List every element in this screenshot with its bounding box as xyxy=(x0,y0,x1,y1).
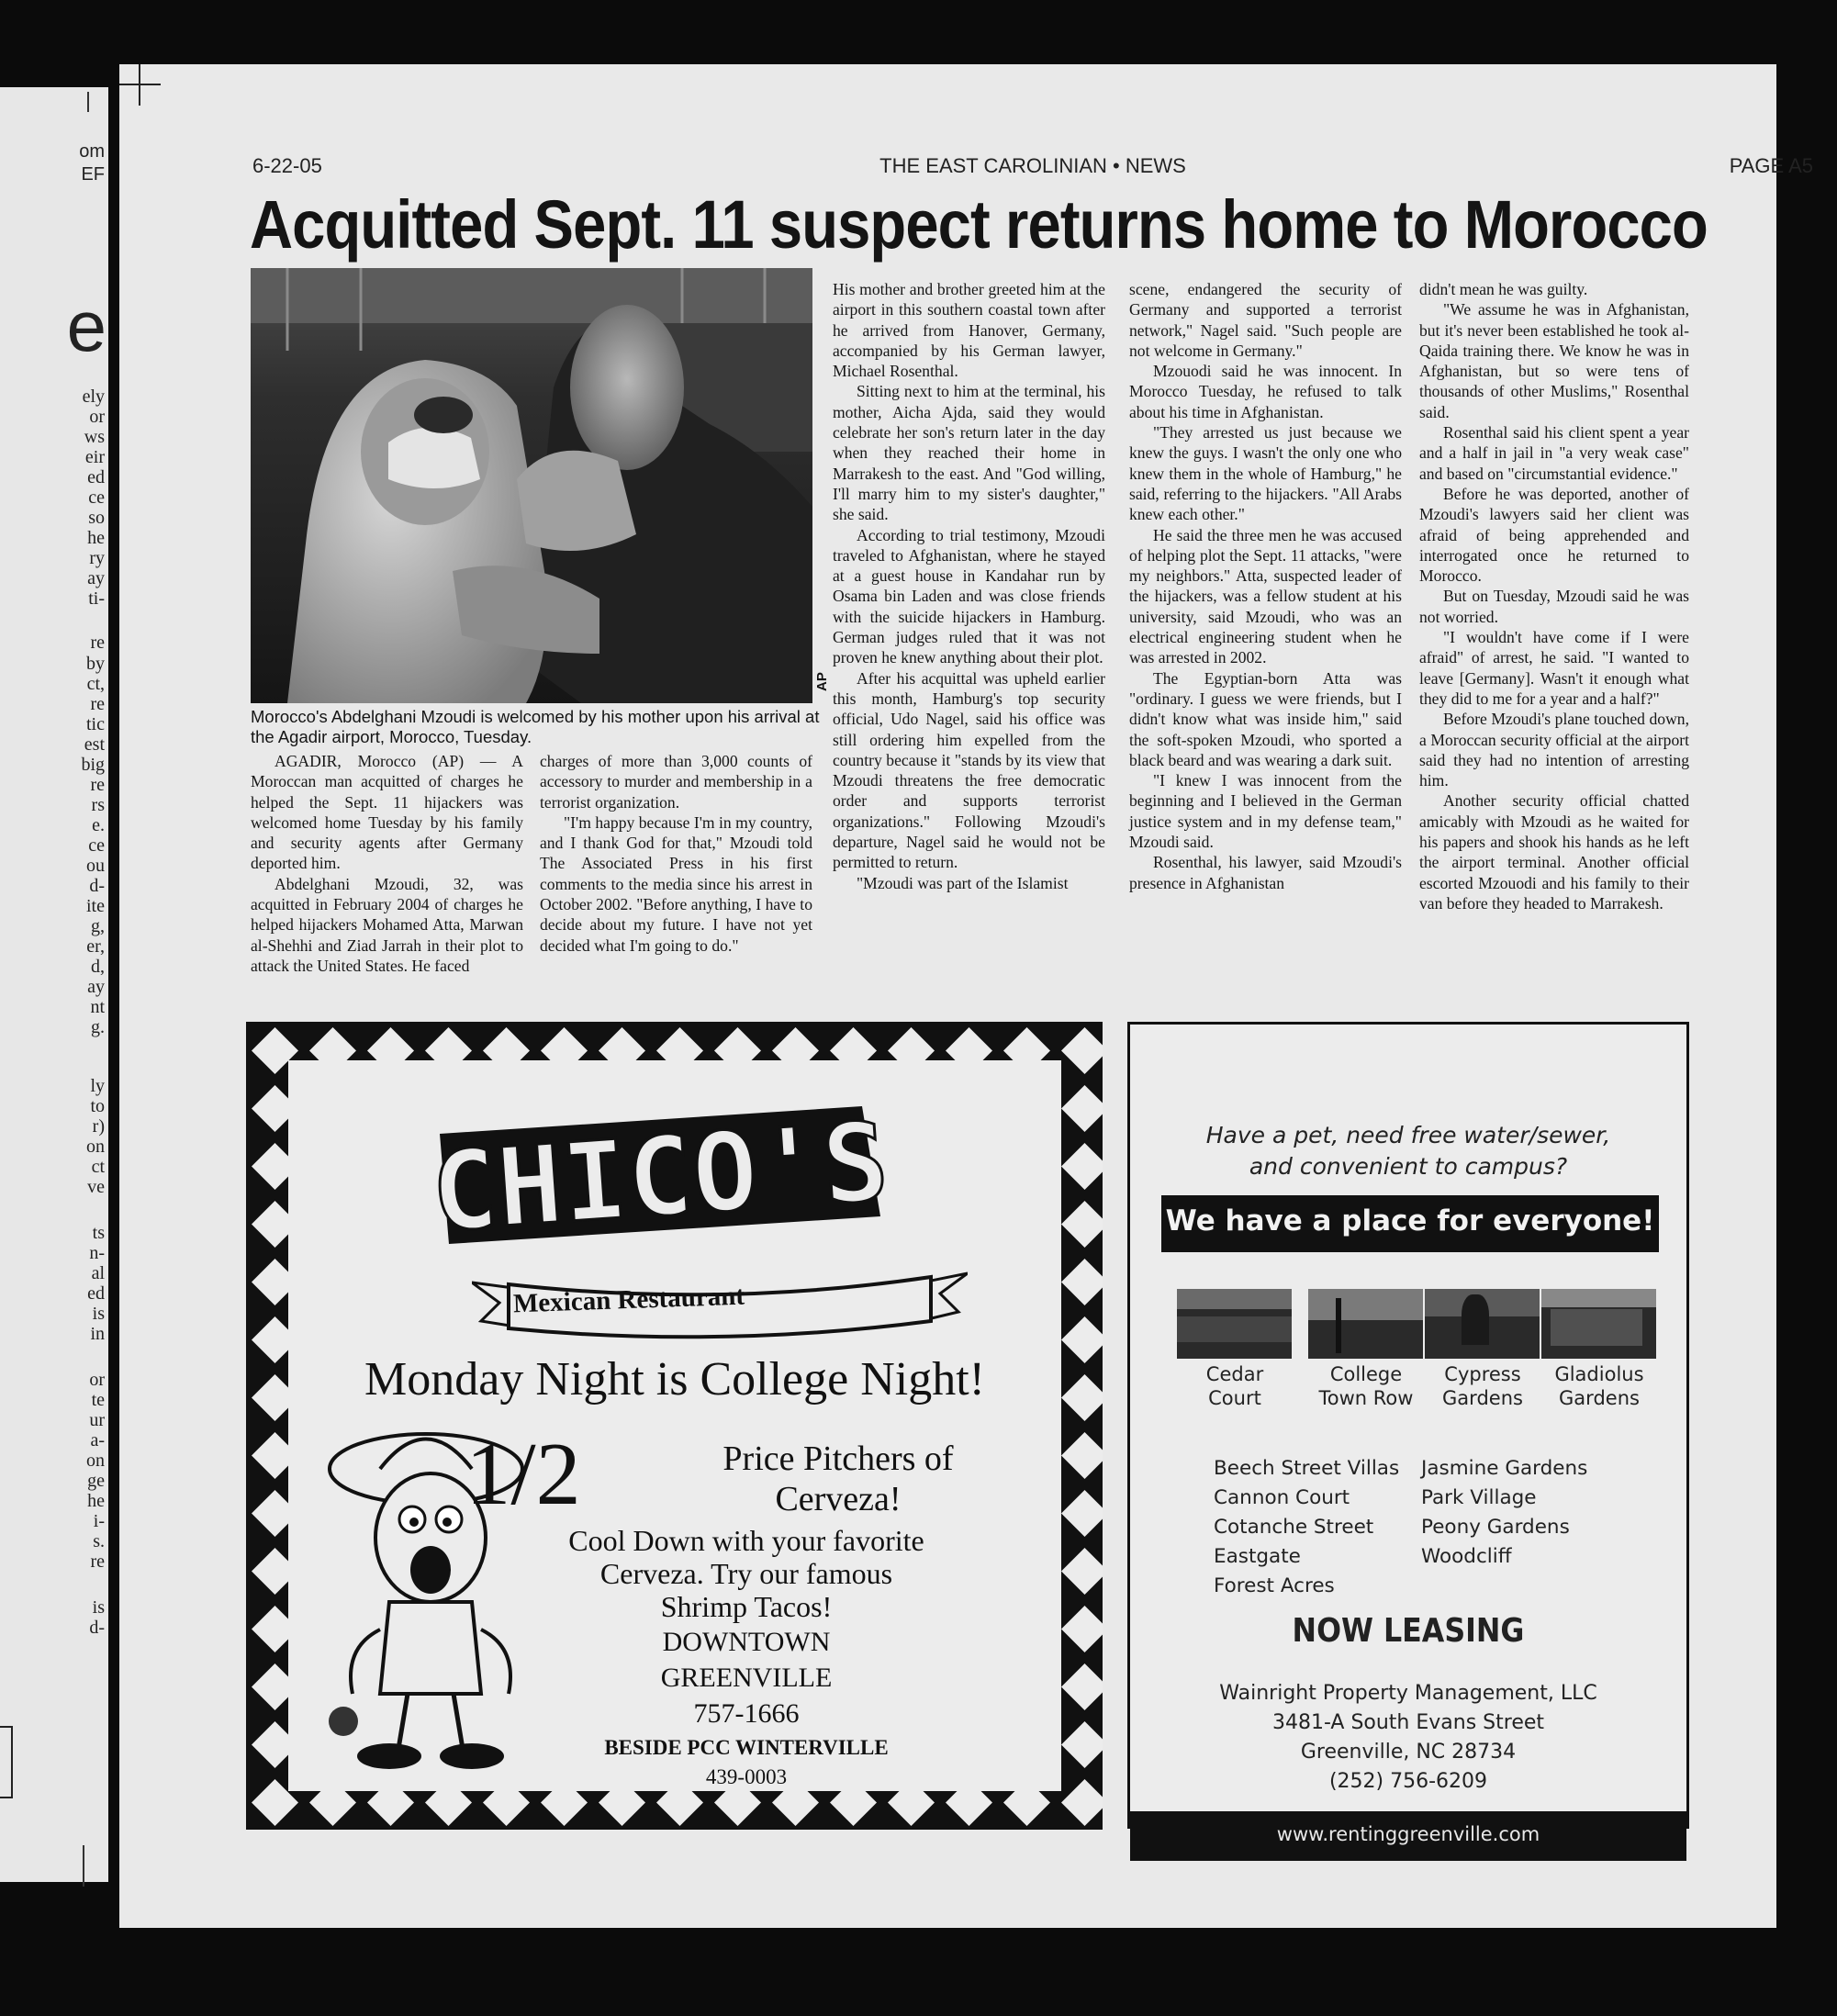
adjacent-text-fragment: ur xyxy=(89,1410,105,1430)
section-label: THE EAST CAROLINIAN • NEWS xyxy=(879,154,1186,177)
adjacent-text-fragment: is xyxy=(92,1597,105,1618)
chicos-headline: Monday Night is College Night! xyxy=(364,1353,985,1406)
article-paragraph: Sitting next to him at the terminal, his mother, Aicha Ajda, said they would celebrate her son's return later in the day when they reached their home in Marrakesh to the east. And "God willing, I'll marry him to my sister's daughter," she said. xyxy=(833,382,1105,524)
now-leasing-heading: NOW LEASING xyxy=(1292,1612,1525,1650)
adjacent-text-fragment: ely xyxy=(82,386,105,407)
adjacent-text-fragment: om xyxy=(79,141,105,162)
adjacent-text-fragment: tic xyxy=(86,714,105,734)
property-list-item: Cannon Court xyxy=(1214,1486,1350,1509)
gladiolus-gardens-photo xyxy=(1541,1289,1656,1359)
adjacent-page-box xyxy=(0,1726,13,1798)
promo-line-3: Shrimp Tacos! xyxy=(660,1590,833,1623)
adjacent-text-fragment: ct, xyxy=(86,674,105,694)
page-folio xyxy=(252,154,1813,180)
chicos-logo-text: CHICO'S xyxy=(431,1097,890,1257)
article-paragraph: Another security official chatted amicably with Mzoudi as he waited for his papers and shook his hands as he left the airport terminal. Another official escorted Mzouodi and his family to their van before they headed to Marrakesh. xyxy=(1419,791,1689,913)
promo-line-2: Cerveza. Try our famous xyxy=(599,1557,893,1590)
adjacent-text-fragment: er, xyxy=(86,936,105,957)
adjacent-text-fragment: ite xyxy=(86,896,105,916)
adjacent-text-fragment: n- xyxy=(89,1243,105,1263)
chicos-ad-panel xyxy=(288,1060,1061,1791)
adjacent-text-fragment: by xyxy=(86,654,105,674)
location-1-phone: 757-1666 xyxy=(693,1698,800,1729)
property-list-item: Beech Street Villas xyxy=(1214,1457,1400,1480)
article-headline: Acquitted Sept. 11 suspect returns home to Morocco xyxy=(250,186,1708,263)
adjacent-text-fragment: ws xyxy=(84,427,105,447)
article-paragraph: After his acquittal was upheld earlier this month, Hamburg's top security official, Udo Nagel, said his office was still ordering him expelled from the country because it "stands by its view that Mzoudi threatens the free democratic order and supports terrorist organizations." Following Mzoudi's departure, Nagel said he would not be permitted to return. xyxy=(833,668,1105,872)
location-2-name: BESIDE PCC WINTERVILLE xyxy=(604,1736,889,1759)
adjacent-text-fragment: ge xyxy=(87,1471,105,1491)
property-list-item: Forest Acres xyxy=(1214,1574,1335,1597)
adjacent-text-fragment: he xyxy=(87,528,105,548)
adjacent-text-fragment: big xyxy=(81,755,105,775)
adjacent-text-fragment: ay xyxy=(87,977,105,997)
property-list-item: Peony Gardens xyxy=(1421,1516,1570,1539)
adjacent-text-fragment: re xyxy=(90,694,105,714)
apt-banner-text: We have a place for everyone! xyxy=(1165,1204,1655,1238)
article-paragraph: scene, endangered the security of Germany and supported a terrorist network," Nagel said. "Such people are not welcome in Germany." xyxy=(1129,280,1402,360)
adjacent-text-fragment: ct xyxy=(91,1157,105,1177)
adjacent-text-fragment: re xyxy=(90,775,105,795)
adjacent-text-fragment: r) xyxy=(92,1116,105,1137)
website-bar xyxy=(1130,1811,1686,1861)
adjacent-text-fragment: ce xyxy=(88,487,105,508)
article-column-2 xyxy=(540,751,812,956)
featured-property-cypress: Cypress Gardens xyxy=(1442,1363,1523,1409)
issue-date: 6-22-05 xyxy=(252,154,322,177)
article-column-4 xyxy=(1129,279,1402,893)
featured-property-gladiolus: Gladiolus Gardens xyxy=(1554,1363,1644,1409)
adjacent-text-fragment: EF xyxy=(81,164,105,185)
property-list-item: Park Village xyxy=(1421,1486,1537,1509)
article-paragraph: AGADIR, Morocco (AP) — A Moroccan man acquitted of charges he helped the Sept. 11 hijackers was welcomed home Tuesday by his family and security agents after Germany deported him. xyxy=(251,752,523,873)
property-list-left xyxy=(1214,1454,1399,1601)
location-1-line-2: GREENVILLE xyxy=(660,1663,833,1693)
featured-property-cedar: Cedar Court xyxy=(1205,1363,1264,1409)
article-paragraph: Rosenthal said his client spent a year and a half in jail in "a very weak case" and based on "circumstantial evidence." xyxy=(1419,423,1689,483)
adjacent-text-fragment: or xyxy=(89,407,105,427)
property-list-item: Eastgate xyxy=(1214,1545,1301,1568)
apartments-ad xyxy=(1127,1022,1689,1845)
registration-mark-icon xyxy=(119,64,161,106)
location-1-line-1: DOWNTOWN xyxy=(662,1627,831,1657)
adjacent-text-fragment: i- xyxy=(93,1511,105,1531)
half-price-number: 1/2 xyxy=(465,1425,581,1524)
adjacent-text-fragment: ay xyxy=(87,568,105,588)
cedar-court-photo xyxy=(1177,1289,1292,1359)
article-paragraph: Mzouodi said he was innocent. In Morocco Tuesday, he refused to talk about his time in Afghanistan. xyxy=(1129,362,1402,421)
chicos-banner-text: Mexican Restaurant xyxy=(512,1281,745,1319)
article-paragraph: "I'm happy because I'm in my country, and I thank God for that," Mzoudi told The Associated Press in his first comments to the media since his arrest in October 2002. "Before anything, I have to decide about my future. I have not yet decided what I'm going to do." xyxy=(540,812,812,955)
adjacent-text-fragment: re xyxy=(90,1551,105,1572)
adjacent-text-fragment: g. xyxy=(91,1017,105,1037)
chicos-ad xyxy=(246,1022,1103,1830)
adjacent-text-fragment: ed xyxy=(87,467,105,487)
apt-banner xyxy=(1161,1195,1659,1252)
article-paragraph: "I knew I was innocent from the beginning and I believed in the German justice system and in my defense team," Mzoudi said. xyxy=(1129,771,1402,852)
adjacent-text-fragment: on xyxy=(86,1137,105,1157)
adjacent-text-fragment: d- xyxy=(89,1618,105,1638)
article-paragraph: Before Mzoudi's plane touched down, a Moroccan security official at the airport said they had no intention of arresting him. xyxy=(1419,710,1689,790)
college-town-row-photo xyxy=(1308,1289,1423,1359)
adjacent-text-fragment: a- xyxy=(90,1430,105,1450)
article-column-5 xyxy=(1419,279,1689,913)
location-2-phone: 439-0003 xyxy=(705,1765,788,1788)
adjacent-text-fragment: ce xyxy=(88,835,105,856)
price-line-1: Price Pitchers of xyxy=(722,1439,954,1478)
cypress-gardens-photo xyxy=(1425,1289,1540,1359)
adjacent-text-fragment: in xyxy=(90,1324,105,1344)
adjacent-text-fragment: e. xyxy=(92,815,105,835)
adjacent-text-fragment: ve xyxy=(87,1177,105,1197)
promo-line-1: Cool Down with your favorite xyxy=(568,1524,924,1557)
article-paragraph: charges of more than 3,000 counts of accessory to murder and membership in a terrorist organization. xyxy=(540,752,812,812)
adjacent-text-fragment: is xyxy=(92,1304,105,1324)
photo-caption: Morocco's Abdelghani Mzoudi is welcomed by his mother upon his arrival at the Agadir airport, Morocco, Tuesday. xyxy=(251,707,820,746)
adjacent-text-fragment: nt xyxy=(90,997,105,1017)
article-paragraph: According to trial testimony, Mzoudi traveled to Afghanistan, where he stayed at a guest house in Kandahar run by Osama bin Laden and was close friends with the suicide hijackers in Hamburg. German judges ruled that it was not proven he knew anything about their plot. xyxy=(833,525,1105,667)
adjacent-text-fragment: est xyxy=(84,734,105,755)
article-paragraph: The Egyptian-born Atta was "ordinary. I guess we were friends, but I didn't know what was inside him," said the soft-spoken Mzoudi, who sported a black beard and was wearing a dark suit. xyxy=(1129,668,1402,769)
article-column-1 xyxy=(251,751,523,976)
adjacent-text-fragment: or xyxy=(89,1370,105,1390)
property-list-item: Jasmine Gardens xyxy=(1421,1457,1588,1480)
article-column-3 xyxy=(833,279,1105,893)
property-list-item: Cotanche Street xyxy=(1214,1516,1374,1539)
adjacent-page-fragment xyxy=(0,87,108,1882)
page-number: PAGE A5 xyxy=(1729,154,1813,177)
article-paragraph: Rosenthal, his lawyer, said Mzoudi's presence in Afghanistan xyxy=(1129,853,1402,892)
adjacent-text-fragment: re xyxy=(90,633,105,653)
chicos-logo-icon xyxy=(431,1088,890,1262)
article-paragraph: But on Tuesday, Mzoudi said he was not worried. xyxy=(1419,587,1689,626)
company-name: Wainright Property Management, LLC xyxy=(1219,1682,1597,1705)
mother-embrace-photo-image xyxy=(251,268,812,703)
article-paragraph: "We assume he was in Afghanistan, but it's never been established he took al-Qaida training there. We know he was in Afghanistan, but so were tens of thousands of other Muslims," Rosenthal said. xyxy=(1419,300,1689,421)
crop-mark xyxy=(83,1845,84,1887)
article-paragraph: "They arrested us just because we knew the guys. I wasn't the only one who knew them in the whole of Hamburg," he said, referring to the hijackers. "All Arabs knew each other." xyxy=(1129,423,1402,524)
adjacent-text-fragment: he xyxy=(87,1491,105,1511)
newspaper-page xyxy=(119,64,1813,1928)
company-street: 3481-A South Evans Street xyxy=(1271,1711,1545,1734)
adjacent-text-fragment: s. xyxy=(93,1531,105,1551)
article-paragraph: didn't mean he was guilty. xyxy=(1419,280,1588,298)
adjacent-text-fragment: ts xyxy=(92,1223,105,1243)
adjacent-text-fragment: d, xyxy=(91,957,105,977)
adjacent-text-fragment: ou xyxy=(86,856,105,876)
property-list-right xyxy=(1421,1454,1587,1572)
adjacent-text-fragment: rs xyxy=(91,795,105,815)
adjacent-text-fragment: te xyxy=(91,1390,105,1410)
article-paragraph: "Mzoudi was part of the Islamist xyxy=(857,873,1069,892)
apt-tagline-2: and convenient to campus? xyxy=(1249,1153,1568,1180)
adjacent-text-fragment: d- xyxy=(89,876,105,896)
website-url: www.rentinggreenville.com xyxy=(1276,1823,1540,1845)
adjacent-text-fragment: ry xyxy=(89,548,105,568)
featured-property-college: College Town Row xyxy=(1318,1363,1414,1409)
adjacent-text-fragment: eir xyxy=(84,447,105,467)
adjacent-text-fragment: g, xyxy=(91,916,105,936)
adjacent-text-fragment: so xyxy=(88,508,105,528)
property-list-item: Woodcliff xyxy=(1421,1545,1512,1568)
article-paragraph: He said the three men he was accused of helping plot the Sept. 11 attacks, "were my neighbors." Atta, suspected leader of the hijackers, was a fellow student at his university, said Mzoudi, who was an electrical engineering student when he was arrested in 2002. xyxy=(1129,525,1402,667)
crop-mark xyxy=(87,92,89,112)
adjacent-text-fragment: ti- xyxy=(88,588,105,609)
article-paragraph: "I wouldn't have come if I were afraid" of arrest, he said. "I wanted to leave [Germany]. Wasn't it enough what they did to me for a year and a half?" xyxy=(1419,628,1689,708)
article-photo xyxy=(251,268,812,703)
company-city: Greenville, NC 28734 xyxy=(1300,1741,1517,1764)
adjacent-text-fragment: al xyxy=(91,1263,105,1283)
chicos-logo xyxy=(431,1088,890,1262)
adjacent-text-fragment: ly xyxy=(90,1076,105,1096)
price-line-2: Cerveza! xyxy=(775,1480,902,1518)
adjacent-text-fragment: on xyxy=(86,1450,105,1471)
photo-credit: AP xyxy=(814,672,830,691)
article-paragraph: Before he was deported, another of Mzoudi's lawyers said her client was afraid of being apprehended and interrogated once he returned to Morocco. xyxy=(1419,484,1689,586)
article-paragraph: Abdelghani Mzoudi, 32, was acquitted in February 2004 of charges he helped hijackers Mohamed Atta, Marwan al-Shehhi and Ziad Jarrah in their plot to attack the United States. He faced xyxy=(251,874,523,975)
adjacent-text-fragment: to xyxy=(90,1096,105,1116)
adjacent-text-fragment: e xyxy=(66,286,106,366)
company-phone: (252) 756-6209 xyxy=(1328,1770,1488,1793)
apt-tagline-1: Have a pet, need free water/sewer, xyxy=(1205,1122,1611,1148)
adjacent-text-fragment: ed xyxy=(87,1283,105,1304)
article-paragraph: His mother and brother greeted him at the airport in this southern coastal town after he arrived from Hanover, Germany, accompanied by his German lawyer, Michael Rosenthal. xyxy=(833,280,1105,381)
scan-border xyxy=(0,1932,1837,2016)
